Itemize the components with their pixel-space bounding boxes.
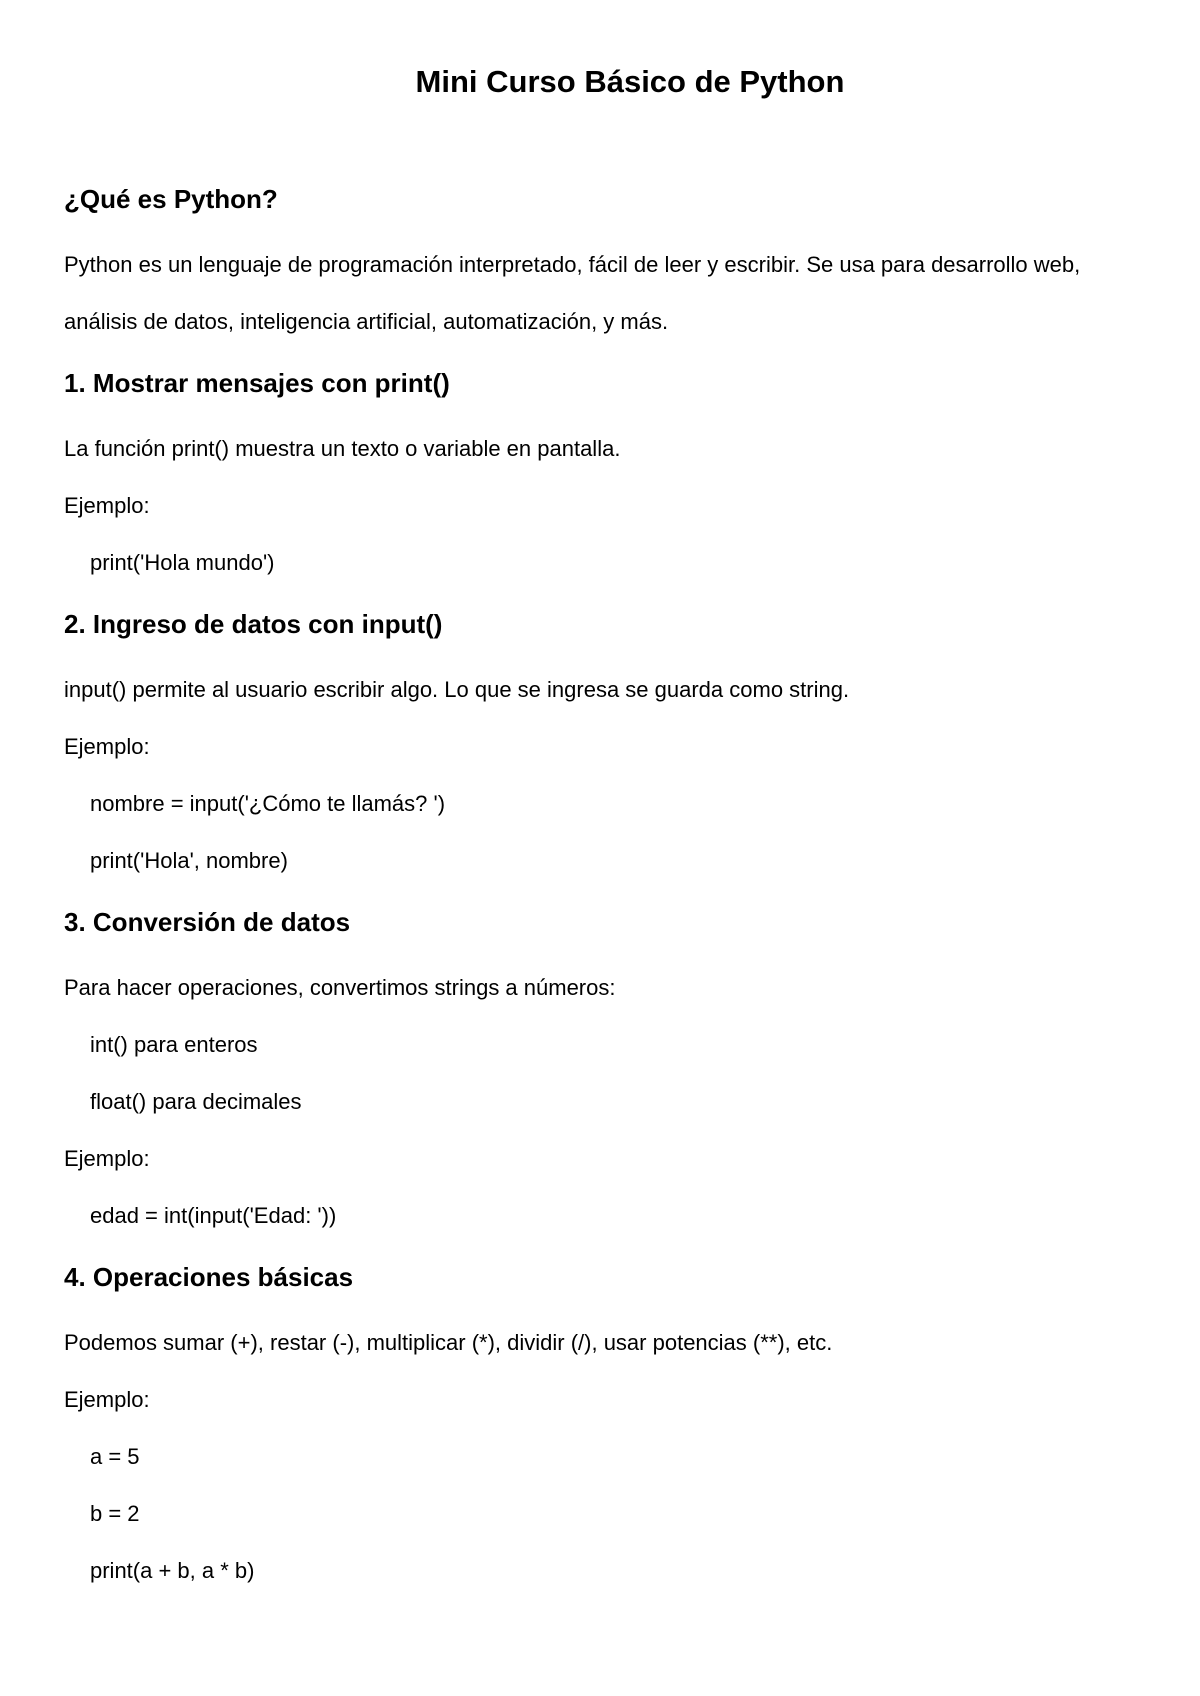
- section-heading: 2. Ingreso de datos con input(): [64, 609, 443, 639]
- list-item: float() para decimales: [90, 1089, 302, 1114]
- document-body: [64, 179, 1144, 1599]
- section-paragraph: input() permite al usuario escribir algo. Lo que se ingresa se guarda como string.: [64, 677, 850, 702]
- code-line: nombre = input('¿Cómo te llamás? '): [90, 791, 446, 816]
- document-title: Mini Curso Básico de Python: [415, 64, 845, 99]
- section-heading: 1. Mostrar mensajes con print(): [64, 368, 450, 398]
- code-line: b = 2: [90, 1501, 140, 1526]
- section-operations: [64, 1257, 1144, 1599]
- section-paragraph: La función print() muestra un texto o variable en pantalla.: [64, 436, 621, 461]
- code-line: print('Hola', nombre): [90, 848, 288, 873]
- intro-heading: ¿Qué es Python?: [64, 184, 278, 214]
- intro-section: [64, 179, 1144, 350]
- code-line: print(a + b, a * b): [90, 1558, 255, 1583]
- code-line: print('Hola mundo'): [90, 550, 275, 575]
- section-heading: 3. Conversión de datos: [64, 907, 351, 937]
- list-item: int() para enteros: [90, 1032, 258, 1057]
- section-paragraph: Podemos sumar (+), restar (-), multiplicar (*), dividir (/), usar potencias (**), etc.: [64, 1330, 833, 1355]
- section-print: [64, 363, 1144, 591]
- example-label: Ejemplo:: [64, 734, 150, 759]
- section-input: [64, 604, 1144, 889]
- section-conversion: [64, 902, 1144, 1244]
- example-label: Ejemplo:: [64, 493, 150, 518]
- code-line: edad = int(input('Edad: ')): [90, 1203, 337, 1228]
- example-label: Ejemplo:: [64, 1146, 150, 1171]
- example-label: Ejemplo:: [64, 1387, 150, 1412]
- intro-paragraph: Python es un lenguaje de programación interpretado, fácil de leer y escribir. Se usa para desarrollo web, análisis de datos, inteligencia artificial, automatización, y más.: [64, 252, 1081, 334]
- code-line: a = 5: [90, 1444, 140, 1469]
- section-heading: 4. Operaciones básicas: [64, 1262, 354, 1292]
- section-paragraph: Para hacer operaciones, convertimos strings a números:: [64, 975, 616, 1000]
